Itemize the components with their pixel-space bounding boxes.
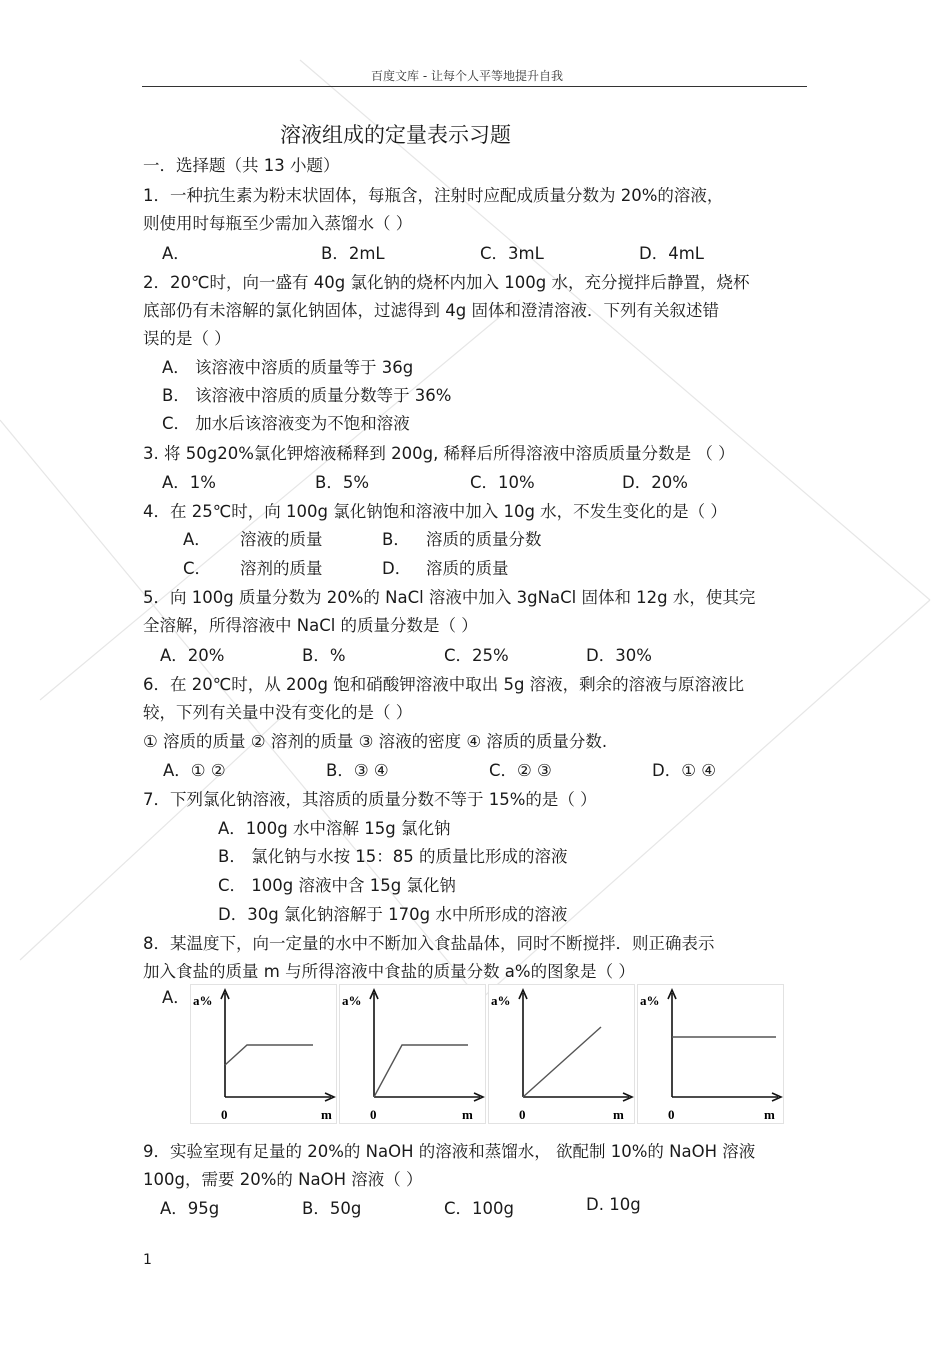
q9-option-d: D. 10g bbox=[586, 1195, 641, 1214]
q3-option-b: B．5% bbox=[315, 473, 369, 492]
graph-d bbox=[637, 984, 784, 1124]
graph-c-y-label: a% bbox=[491, 993, 511, 1008]
q5-line2: 全溶解，所得溶液中 NaCl 的质量分数是（ ） bbox=[143, 616, 478, 635]
graph-d-y-label: a% bbox=[640, 993, 660, 1008]
graph-c-origin: 0 bbox=[519, 1107, 526, 1122]
q4-option-c-letter: C． bbox=[183, 559, 212, 578]
graph-b-curve bbox=[374, 1045, 468, 1097]
q6-option-d: D．① ④ bbox=[652, 761, 717, 780]
q9-line1: 9．实验室现有足量的 20%的 NaOH 的溶液和蒸馏水， 欲配制 10%的 NaOH 溶液 bbox=[143, 1142, 756, 1161]
graph-a bbox=[190, 984, 337, 1124]
q6-option-b: B．③ ④ bbox=[326, 761, 389, 780]
header-rule bbox=[142, 86, 807, 87]
q1-line2: 则使用时每瓶至少需加入蒸馏水（ ） bbox=[143, 214, 413, 233]
graph-d-origin: 0 bbox=[668, 1107, 675, 1122]
q9-option-b: B．50g bbox=[302, 1199, 362, 1218]
graph-a-y-label: a% bbox=[193, 993, 213, 1008]
q5-option-b: B．% bbox=[302, 646, 346, 665]
graph-b bbox=[339, 984, 486, 1124]
page-number: 1 bbox=[143, 1252, 152, 1268]
q2-option-a: A． 该溶液中溶质的质量等于 36g bbox=[162, 358, 414, 377]
graph-b-origin: 0 bbox=[370, 1107, 377, 1122]
graph-a-curve bbox=[225, 1045, 313, 1065]
q4-line1: 4．在 25℃时，向 100g 氯化钠饱和溶液中加入 10g 水，不发生变化的是（ ） bbox=[143, 502, 727, 521]
q6-line3: ① 溶质的质量 ② 溶剂的质量 ③ 溶液的密度 ④ 溶质的质量分数. bbox=[143, 732, 608, 751]
page-title: 溶液组成的定量表示习题 bbox=[280, 123, 511, 147]
q8-line1: 8．某温度下，向一定量的水中不断加入食盐晶体，同时不断搅拌．则正确表示 bbox=[143, 934, 715, 953]
graph-a-origin: 0 bbox=[221, 1107, 228, 1122]
graph-d-x-label: m bbox=[764, 1107, 775, 1122]
q3-line1: 3. 将 50g20%氯化钾熔液稀释到 200g, 稀释后所得溶液中溶质质量分数是 （ ） bbox=[143, 444, 735, 463]
q4-option-d-text: 溶质的质量 bbox=[426, 559, 509, 578]
graph-b-y-label: a% bbox=[342, 993, 362, 1008]
graph-c-x-label: m bbox=[613, 1107, 624, 1122]
q3-option-a: A．1% bbox=[162, 473, 216, 492]
q1-option-b: B．2mL bbox=[321, 244, 385, 263]
q7-option-b: B． 氯化钠与水按 15：85 的质量比形成的溶液 bbox=[218, 847, 568, 866]
q8-option-a: A． bbox=[162, 988, 190, 1007]
q2-line3: 误的是（ ） bbox=[143, 329, 231, 348]
q4-option-b-text: 溶质的质量分数 bbox=[426, 530, 542, 549]
q4-option-d-letter: D． bbox=[382, 559, 412, 578]
q5-option-c: C．25% bbox=[444, 646, 509, 665]
page-header: 百度文库 - 让每个人平等地提升自我 bbox=[371, 69, 563, 83]
q4-option-c-text: 溶剂的质量 bbox=[240, 559, 323, 578]
q2-option-c: C． 加水后该溶液变为不饱和溶液 bbox=[162, 414, 410, 433]
q7-option-c: C． 100g 溶液中含 15g 氯化钠 bbox=[218, 876, 456, 895]
q1-option-d: D．4mL bbox=[639, 244, 704, 263]
q4-option-a-letter: A． bbox=[183, 530, 211, 549]
q6-option-a: A．① ② bbox=[163, 761, 226, 780]
q4-option-a-text: 溶液的质量 bbox=[240, 530, 323, 549]
q7-line1: 7．下列氯化钠溶液，其溶质的质量分数不等于 15%的是（ ） bbox=[143, 790, 597, 809]
q1-line1: 1．一种抗生素为粉末状固体，每瓶含，注射时应配成质量分数为 20%的溶液， bbox=[143, 186, 724, 205]
q6-line1: 6．在 20℃时，从 200g 饱和硝酸钾溶液中取出 5g 溶液，剩余的溶液与原溶液比 bbox=[143, 675, 745, 694]
graph-c bbox=[488, 984, 635, 1124]
q5-line1: 5．向 100g 质量分数为 20%的 NaCl 溶液中加入 3gNaCl 固体和 12g 水，使其完 bbox=[143, 588, 756, 607]
q9-option-c: C．100g bbox=[444, 1199, 514, 1218]
q7-option-d: D．30g 氯化钠溶解于 170g 水中所形成的溶液 bbox=[218, 905, 568, 924]
q7-option-a: A．100g 水中溶解 15g 氯化钠 bbox=[218, 819, 451, 838]
q2-line2: 底部仍有未溶解的氯化钠固体，过滤得到 4g 固体和澄清溶液．下列有关叙述错 bbox=[143, 301, 719, 320]
q1-option-c: C．3mL bbox=[480, 244, 544, 263]
q9-option-a: A．95g bbox=[160, 1199, 220, 1218]
section-heading: 一．选择题（共 13 小题） bbox=[143, 156, 340, 175]
graph-a-x-label: m bbox=[321, 1107, 332, 1122]
q9-line2: 100g，需要 20%的 NaOH 溶液（ ） bbox=[143, 1170, 423, 1189]
q1-option-a: A． bbox=[162, 244, 190, 263]
q3-option-c: C．10% bbox=[470, 473, 535, 492]
q4-option-b-letter: B． bbox=[382, 530, 410, 549]
graph-b-x-label: m bbox=[462, 1107, 473, 1122]
q2-option-b: B． 该溶液中溶质的质量分数等于 36% bbox=[162, 386, 452, 405]
q8-line2: 加入食盐的质量 m 与所得溶液中食盐的质量分数 a%的图象是（ ） bbox=[143, 962, 635, 981]
q2-line1: 2．20℃时，向一盛有 40g 氯化钠的烧杯内加入 100g 水，充分搅拌后静置，烧杯 bbox=[143, 273, 750, 292]
q5-option-d: D．30% bbox=[586, 646, 652, 665]
q3-option-d: D．20% bbox=[622, 473, 688, 492]
q6-option-c: C．② ③ bbox=[489, 761, 552, 780]
graph-c-curve bbox=[523, 1027, 601, 1097]
q5-option-a: A．20% bbox=[160, 646, 225, 665]
q6-line2: 较，下列有关量中没有变化的是（ ） bbox=[143, 703, 413, 722]
